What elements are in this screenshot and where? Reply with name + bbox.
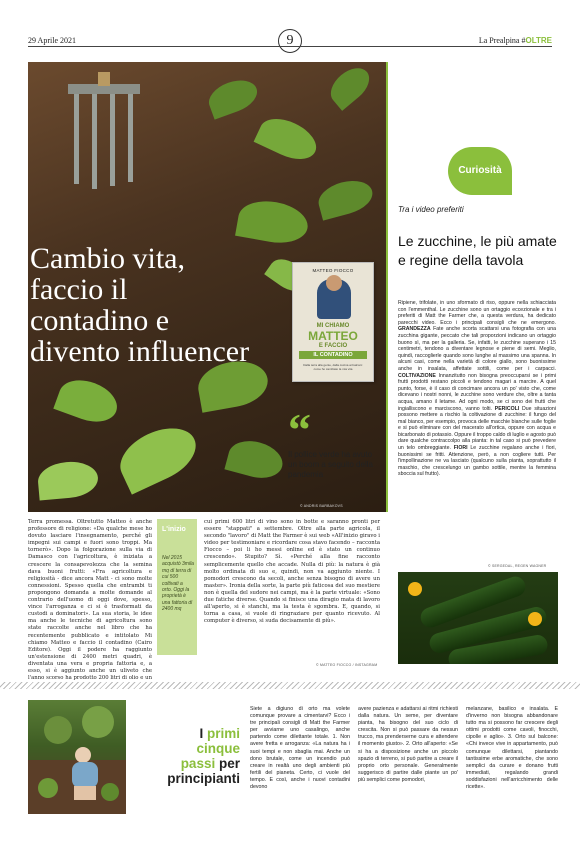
book-title-line3: E FACCIO <box>318 343 348 349</box>
header-rule <box>28 46 552 47</box>
leaf <box>112 417 205 494</box>
sidebar-heading-fiori: FIORI <box>453 445 468 452</box>
info-box-text: Nel 2015 acquistò 3mila mq di terra di cui 500 coltivati a orto. Oggi la proprietà è una fattoria di 2400 mq <box>162 555 194 613</box>
sidebar-text-fiori: Le zucchine regalano anche i fiori, buonissimi se fritti. Attenzione, però, a non cogliere tutti. Per l'impollinazione ne va lasciato (qualcuno sulla pianta, soprattutto il maschio, che crescelungo un gambo sottile, mentre la femmina sboccia sul frutto). <box>398 445 556 478</box>
issue-date: 29 Aprile 2021 <box>28 36 76 45</box>
steps-column-3: melanzane, basilico e insalata. E d'inverno non bisogna abbandonare tutto ma si possono far crescere degli ottimi prodotti come cavoli, finocchi, cipolle e aglio». 3. Orto sul balcone: «Chi invece vive in appartamento, può comunque dilettarsi, piantando tantissime erbe aromatiche, che sono semplici da curare e donano frutti immediati, regalando grandi soddisfazioni nell'arricchimento delle ricette». <box>466 706 558 791</box>
sidebar-heading-coltivazione: COLTIVAZIONE <box>398 372 436 379</box>
info-box-title: L'inizio <box>162 526 186 533</box>
book-subtitle: Dalla terra alla gente, dalla cucina ai balconi: come ho cambiato la mia vita <box>303 363 363 371</box>
article-credit: © MATTEO FIOCCO / INSTAGRAM <box>316 663 378 667</box>
book-title-line2: MATTEO <box>308 329 358 343</box>
leaf <box>224 435 286 483</box>
column-divider <box>386 62 388 512</box>
author-head <box>326 275 342 291</box>
photo-credit: © ANDRIS BARBAKOVS <box>300 504 343 508</box>
quote-text: Il pollice verde ha avuto un boom a seguito della pandemia <box>288 450 373 479</box>
book-author: MATTEO FIOCCO <box>312 268 354 273</box>
leaf <box>204 74 261 119</box>
sidebar-text-grandezza: Fate anche scorta scattarsi una fotografia con una zucchina gigante, peccato che tali proporzioni indicano un ortaggio buono sì, ma per la galleria. Se, infatti, le zucchine superano i 15 centimetri, tendono a diventare legnose e piene di semi. Meglio, quindi, raccoglierle quando sono lunghe al massimo una spanna. In alcuni casi, come nella varietà di colore giallo, sono buonissime anche in insalata, affettate sottili, come per i carpacci. <box>398 326 556 372</box>
book-cover <box>292 262 374 382</box>
steps-column-1: Siete a digiuno di orto ma volete comunque provare a cimentarvi? Ecco i tre principali consigli di Matt the Farmer per avviarne uno casalingo, anche partendo come dilettante totale. 1. Non avere fretta e arroganza: «La natura ha i suoi tempi e non sbaglia mai. Anche un dono brutale, come un incendio può creare in realtà uno degli ambienti più fertili del pianeta. Certo, ci vuole del tempo. E così, anche i nuovi contadini devono <box>250 706 350 791</box>
section-title-word: passi <box>180 756 216 771</box>
quote-mark-icon: “ <box>288 404 311 455</box>
section-title-word: primi <box>206 726 240 741</box>
gardening-photo <box>28 700 126 814</box>
sidebar-heading-pericoli: PERICOLI <box>494 405 520 412</box>
book-title-line4: IL CONTADINO <box>299 351 367 359</box>
page-number: 9 <box>278 29 302 53</box>
steps-column-2: avere pazienza e adattarsi ai ritmi richiesti dalla natura. Un seme, per diventare pianta, ha bisogno del suo ciclo di crescita. Non si può passare da nessun trucco, ma prenderserne cura e attendere il momento giusto». 2. Orto all'aperto: «Se si ha a disposizione anche un piccolo spazio di terreno, si può partire a creare il proprio orto personale. Generalmente suggerisco di partire dalle piante un po' più semplici come pomodori, <box>358 706 458 783</box>
brand-prefix: La Prealpina <box>478 36 520 45</box>
article-column-2: cui primi 600 litri di vino sono in botte e saranno pronti per essere "stappati" a settembre. Oltre alla parte agricola, il secondo "lavoro" di Matt the Farmer è sui web «All'inizio giravo i video per testimoniare e ricordare cosa stavo facendo – racconta Fiocco – poi li ho messi online ed è stato un continuo crescendo». Stupito? Sì. «Perché alla fine racconto semplicemente quello che accade. Nulla di più: la natura è già molto ordinata di suo e, quindi, non va aggiunto niente. I pomodori crescono da secoli, anche senza bisogno di avere un master». Ironia della sorte, la parte più faticosa del suo mestiere non è quella del sudore nei campi, ma è la parte virtuale: «Sono due fatiche diverse. Quando si finisce una diragio mata di lavoro all'aperto, si è stanchi, ma la testa è sgombra. E, quando, si torna a casa, si vuole di ringraziare per quanto ricevuto. Al computer è diverso, si suda decisamente di più». <box>204 519 380 625</box>
brand-suffix: OLTRE <box>525 36 552 45</box>
brand: La Prealpina #OLTRE <box>478 36 552 45</box>
leaf <box>53 373 122 429</box>
section-divider <box>0 682 580 689</box>
garden-fork-icon <box>48 72 168 192</box>
section-title <box>140 726 240 786</box>
article-column-1: Terra promessa. Oltretutto Matteo è anche professore di religione: «Da qualche mese ho dovuto lasciare l'insegnamento, perché gli impegni sui campi e fuori sono troppi. Ma tornerò». Dopo la folgorazione sulla via di Damasco con l'agricoltura, è iniziata a crescere la consapevolezza che la semina dava buoni frutti: «Fra agricoltura e religiosità - dice ancora Matt - ci sono molte connessioni. Spesso quella che entrambi ti propongono domanda a molte domande al contrario dell'uomo di oggi dove, spesso, vince l'arroganza e ci si è trasformati da custodi a dominatori». La sua storia, le idee ma anche le tecniche di agricoltura sono state raccolte anche nel libro che ha recentemente pubblicato e intitolato Mi chiamo Matteo e faccio il contadino (Cairo Editore). Oggi il podere ha raggiunto un'estensione di 2400 metri quadri, è diventata una vera e propria fattoria e, a esso, si è aggiunto anche un uliveto che l'anno scorso ha prodotto 200 litri di olio e un <box>28 519 152 682</box>
leaf <box>254 111 323 167</box>
leaf <box>37 459 100 500</box>
sidebar-text-coltivazione: Innanzitutto non bisogna preoccuparsi se i primi frutti prodotti restano piccoli e tendono magari a marcire. A quel punto, forse, è il caso di concimare ancora un po' visto che, come dicevano i nostri nonni, le zucchine sono verdure che, oltre a tanta acqua, amano il letame. Ad ogni modo, se ci sono dei frutti che ingialliscono e marciscono, vanno tolti. <box>398 372 556 412</box>
sidebar-text-pericoli: Due situazioni possono mettere a rischio la coltivazione di zucchine: il fungo del mal bianco, per esempio, provoca delle macchie bianche sulle foglie e si può eliminare con del macerato all'ortica, oppure con acqua e bicarbonato di potassio. Oppure il troppo caldo di luglio e agosto può dare qualche contraccolpo alla pianta: in tal caso si può prevedere un telo ombreggiante. <box>398 405 556 452</box>
sidebar-kicker: Tra i video preferiti <box>398 205 464 214</box>
gardener-figure <box>28 700 126 814</box>
zucchini-flower <box>528 612 542 626</box>
book-title-line1: MI CHIAMO <box>316 323 350 329</box>
sidebar-title: Le zucchine, le più amate e regine della tavola <box>398 233 557 268</box>
section-title-word: I <box>199 726 204 741</box>
page-header <box>0 0 580 52</box>
headline: Cambio vita, faccio il contadino e divento influencer <box>30 242 250 368</box>
zucchini-photo <box>398 572 558 664</box>
sidebar-heading-grandezza: GRANDEZZA <box>398 326 431 333</box>
sidebar-credit: © SERGEDAL, REGEN WAGNER <box>488 564 547 568</box>
pull-quote <box>288 404 378 480</box>
section-title-word: cinque <box>196 741 240 756</box>
sidebar-text <box>398 300 556 478</box>
sidebar-intro: Ripiene, trifolate, in uno sformato di riso, oppure nella schiacciata con l'emmenthal. Le zucchine sono un ortaggio eccezionale e tra i preferiti di Matt the Farmer che, a questa verdura, ha dedicato parecchi video. Ecco i principali consigli che ne emergono. <box>398 300 556 326</box>
section-title-word: principianti <box>167 771 240 786</box>
section-title-word: per <box>218 756 240 771</box>
curiosita-badge: Curiosità <box>448 147 512 195</box>
leaf <box>235 196 311 248</box>
leaf <box>324 62 376 111</box>
leaf <box>315 175 376 220</box>
zucchini-flower <box>408 582 422 596</box>
info-box <box>157 519 197 655</box>
